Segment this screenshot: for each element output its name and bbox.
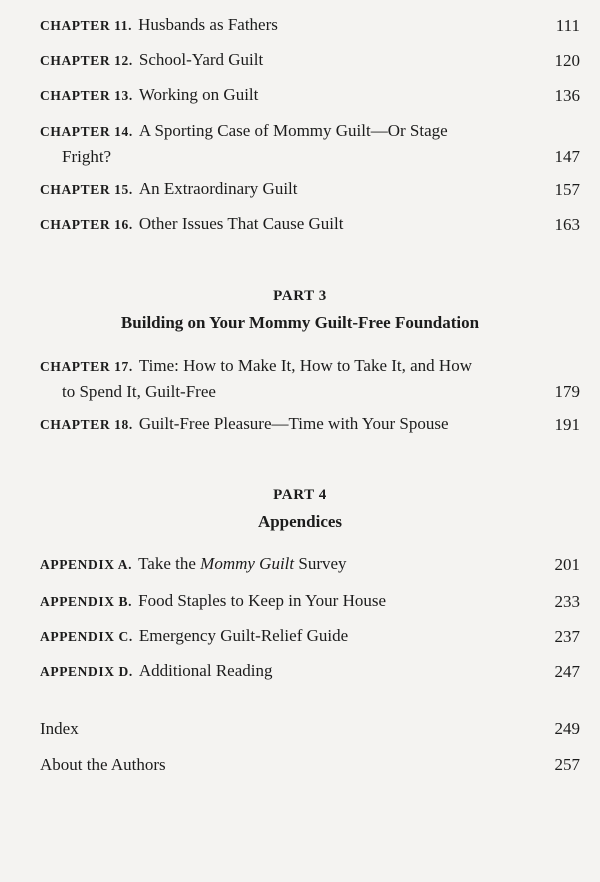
chapter-title: Time: How to Make It, How to Take It, and How <box>138 356 472 375</box>
toc-entry-chapter-18[interactable] <box>40 411 580 437</box>
part-title: Building on Your Mommy Guilt-Free Foundation <box>120 313 480 332</box>
chapter-label: CHAPTER 15. <box>40 182 133 197</box>
appendix-label: APPENDIX C. <box>40 629 133 644</box>
toc-entry-index[interactable] <box>40 716 580 741</box>
toc-entry-appendix-c[interactable] <box>40 623 580 649</box>
appendix-title-end: Survey <box>294 554 347 573</box>
part-number: PART 3 <box>273 288 327 304</box>
page-number: 111 <box>555 16 580 35</box>
chapter-title: Guilt-Free Pleasure—Time with Your Spouse <box>138 414 449 433</box>
toc-entry-appendix-d[interactable] <box>40 658 580 684</box>
page-number: 247 <box>554 662 580 681</box>
chapter-title: A Sporting Case of Mommy Guilt—Or Stage <box>138 121 448 140</box>
chapter-title-continued: to Spend It, Guilt-Free <box>62 382 216 401</box>
page-number: 120 <box>554 51 580 70</box>
part-3-heading <box>0 285 600 335</box>
chapter-title: Other Issues That Cause Guilt <box>138 214 344 233</box>
appendix-label: APPENDIX A. <box>40 557 133 572</box>
appendix-label: APPENDIX B. <box>40 594 133 609</box>
chapter-label: CHAPTER 11. <box>40 18 133 33</box>
chapter-title: School-Yard Guilt <box>138 50 264 69</box>
page-number: 237 <box>554 627 580 646</box>
toc-entry-chapter-15[interactable] <box>40 176 580 202</box>
chapter-label: CHAPTER 16. <box>40 217 133 232</box>
toc-entry-about-authors[interactable] <box>40 752 580 777</box>
page-number: 147 <box>554 147 580 166</box>
chapter-title: Working on Guilt <box>138 85 259 104</box>
entry-title: Index <box>40 719 79 738</box>
part-number: PART 4 <box>273 487 327 503</box>
toc-entry-chapter-16[interactable] <box>40 211 580 237</box>
appendix-title: Food Staples to Keep in Your House <box>138 591 387 610</box>
page-number: 201 <box>554 555 580 574</box>
page-number: 163 <box>554 215 580 234</box>
toc-entry-chapter-14[interactable] <box>40 118 580 169</box>
toc-entry-chapter-11[interactable] <box>40 12 580 38</box>
chapter-title: An Extraordinary Guilt <box>138 179 298 198</box>
toc-entry-chapter-13[interactable] <box>40 82 580 108</box>
toc-entry-chapter-17[interactable] <box>40 353 580 404</box>
chapter-title: Husbands as Fathers <box>138 15 278 34</box>
chapter-title-continued: Fright? <box>62 147 112 166</box>
chapter-label: CHAPTER 13. <box>40 88 133 103</box>
appendix-label: APPENDIX D. <box>40 664 133 679</box>
toc-entry-chapter-12[interactable] <box>40 47 580 73</box>
page-number: 233 <box>554 592 580 611</box>
page-number: 136 <box>554 86 580 105</box>
page-number: 157 <box>554 180 580 199</box>
chapter-label: CHAPTER 12. <box>40 53 133 68</box>
toc-entry-appendix-b[interactable] <box>40 588 580 614</box>
page-number: 191 <box>554 415 580 434</box>
page-number: 257 <box>554 755 580 774</box>
part-title: Appendices <box>257 512 343 531</box>
page-number: 179 <box>554 382 580 401</box>
chapter-label: CHAPTER 17. <box>40 359 133 374</box>
appendix-title-emphasis: Mommy Guilt <box>200 554 295 573</box>
toc-entry-appendix-a[interactable] <box>40 551 580 577</box>
appendix-title-start: Take the <box>138 554 201 573</box>
page-number: 249 <box>554 719 580 738</box>
appendix-title: Additional Reading <box>138 661 273 680</box>
appendix-title: Emergency Guilt-Relief Guide <box>138 626 349 645</box>
part-4-heading <box>0 484 600 534</box>
chapter-label: CHAPTER 18. <box>40 417 133 432</box>
entry-title: About the Authors <box>40 755 166 774</box>
chapter-label: CHAPTER 14. <box>40 124 133 139</box>
